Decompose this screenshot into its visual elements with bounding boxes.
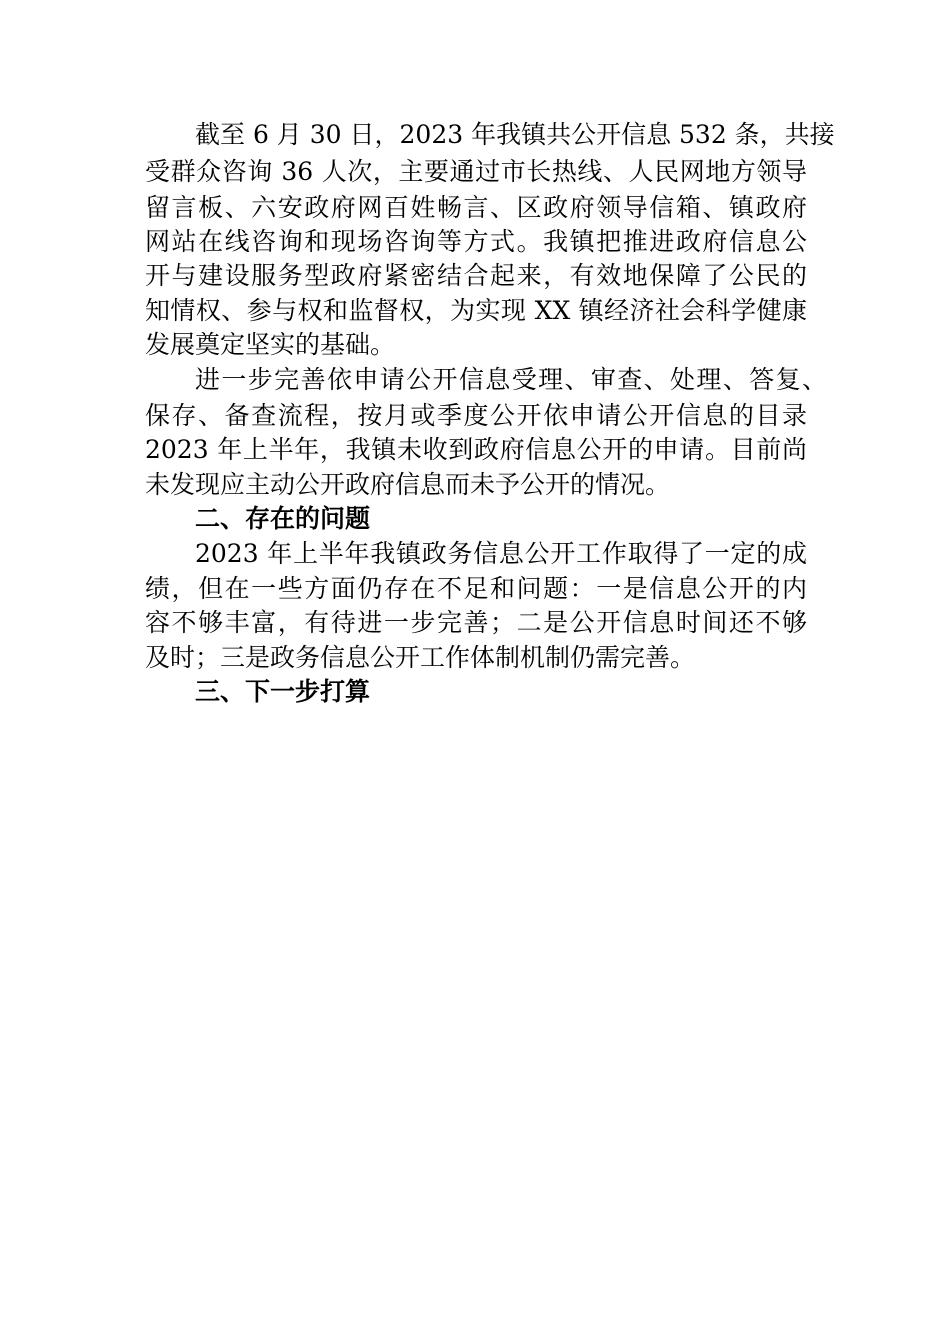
paragraph-1-line: 截至 6 月 30 日，2023 年我镇共公开信息 532 条，共接 [195, 120, 835, 149]
paragraph-1-line: 留言板、六安政府网百姓畅言、区政府领导信箱、镇政府 [145, 193, 807, 222]
paragraph-1-line: 受群众咨询 36 人次，主要通过市长热线、人民网地方领导 [145, 157, 807, 186]
section-heading-next-steps: 三、下一步打算 [195, 677, 371, 706]
paragraph-1-line: 发展奠定坚实的基础。 [145, 330, 396, 359]
paragraph-3-line: 绩，但在一些方面仍存在不足和问题：一是信息公开的内 [145, 574, 807, 603]
paragraph-1-line: 网站在线咨询和现场咨询等方式。我镇把推进政府信息公 [145, 227, 807, 256]
paragraph-1-line: 知情权、参与权和监督权，为实现 XX 镇经济社会科学健康 [145, 296, 807, 325]
paragraph-2-line: 保存、备查流程，按月或季度公开依申请公开信息的目录 [145, 401, 807, 430]
paragraph-3-line: 及时；三是政务信息公开工作体制机制仍需完善。 [145, 643, 696, 672]
paragraph-2-line: 2023 年上半年，我镇未收到政府信息公开的申请。目前尚 [145, 435, 807, 464]
paragraph-1-line: 开与建设服务型政府紧密结合起来，有效地保障了公民的 [145, 261, 807, 290]
paragraph-3-line: 容不够丰富，有待进一步完善；二是公开信息时间还不够 [145, 608, 807, 637]
section-heading-problems: 二、存在的问题 [195, 504, 371, 533]
paragraph-2-line: 进一步完善依申请公开信息受理、审查、处理、答复、 [195, 365, 827, 394]
paragraph-3-line: 2023 年上半年我镇政务信息公开工作取得了一定的成 [195, 539, 807, 568]
paragraph-2-line: 未发现应主动公开政府信息而未予公开的情况。 [145, 470, 671, 499]
